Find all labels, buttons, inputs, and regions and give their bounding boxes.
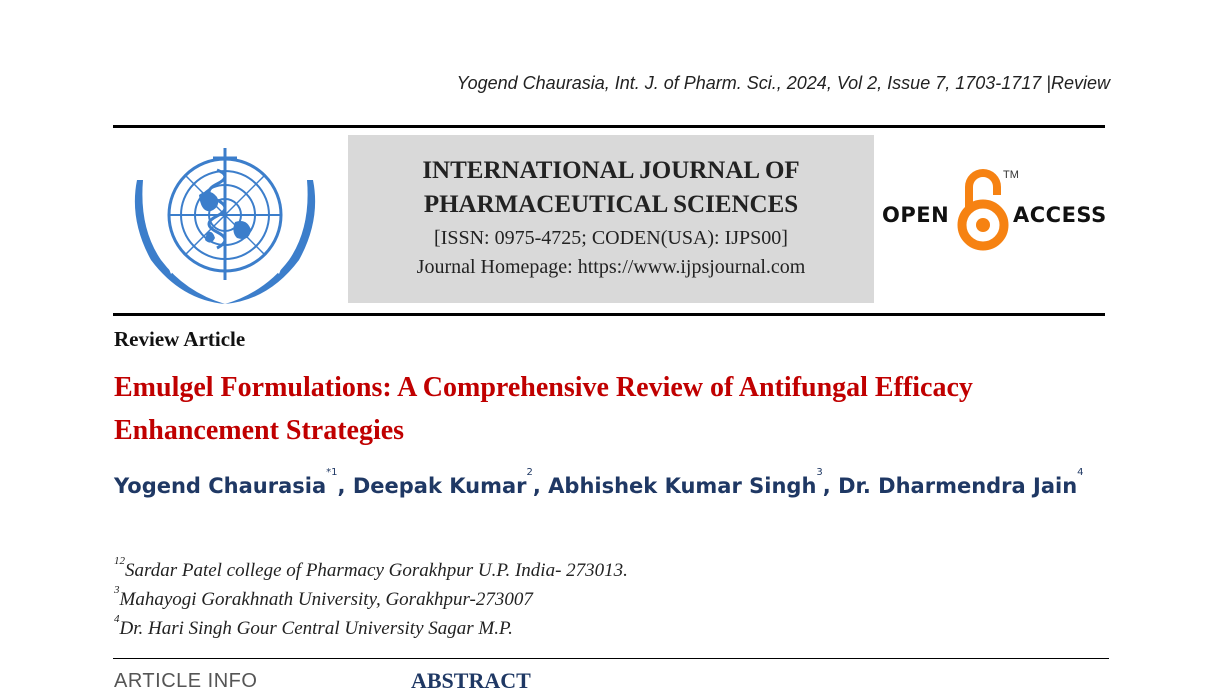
running-header: Yogend Chaurasia, Int. J. of Pharm. Sci., 2024, Vol 2, Issue 7, 1703-1717 |Review [456, 73, 1110, 93]
trademark-mark: TM [1003, 169, 1019, 181]
affiliation-item [114, 585, 1014, 614]
author-separator: , [822, 474, 839, 498]
affiliation-item [114, 614, 1014, 643]
affiliation-text: Dr. Hari Singh Gour Central University Sagar M.P. [119, 618, 513, 639]
header-bottom-rule [113, 313, 1105, 316]
article-type: Review Article [114, 327, 246, 351]
open-access-access-word: ACCESS [1013, 203, 1107, 227]
article-info-heading: ARTICLE INFO [114, 670, 258, 692]
author-mark: 4 [1077, 467, 1084, 478]
open-access-logo [880, 165, 1110, 255]
author-mark: 2 [526, 467, 533, 478]
author-mark: 3 [816, 467, 823, 478]
author-separator: , [337, 474, 353, 498]
author-list [114, 467, 1114, 502]
open-access-open-word: OPEN [882, 203, 950, 227]
journal-issn: [ISSN: 0975-4725; CODEN(USA): IJPS00] [434, 227, 788, 249]
affiliation-item [114, 556, 1014, 585]
author-separator: , [532, 474, 549, 498]
journal-homepage[interactable]: Journal Homepage: https://www.ijpsjournal.com [416, 256, 806, 278]
journal-emblem-icon [127, 140, 323, 306]
affiliation-list [114, 556, 1014, 643]
affiliation-text: Sardar Patel college of Pharmacy Gorakhpur U.P. India- 273013. [125, 560, 628, 581]
affiliation-mark: 4 [114, 613, 120, 625]
author-name: Dr. Dharmendra Jain [838, 474, 1078, 498]
author-name: Deepak Kumar [352, 474, 527, 498]
author-mark: *1 [326, 467, 338, 478]
author-name: Abhishek Kumar Singh [548, 474, 817, 498]
abstract-heading: ABSTRACT [411, 668, 531, 693]
journal-name-line-1: INTERNATIONAL JOURNAL OF [422, 157, 800, 184]
journal-name [348, 154, 874, 222]
journal-title-box [348, 135, 874, 303]
header-top-rule [113, 125, 1105, 128]
affiliation-text: Mahayogi Gorakhnath University, Gorakhpur-273007 [119, 589, 533, 610]
affiliation-mark: 12 [114, 555, 125, 567]
author-name: Yogend Chaurasia [114, 474, 327, 498]
journal-name-line-2: PHARMACEUTICAL SCIENCES [423, 191, 799, 218]
article-title: Emulgel Formulations: A Comprehensive Review of Antifungal Efficacy Enhancement Strategies [114, 372, 973, 446]
affiliation-mark: 3 [114, 584, 120, 596]
article-info-rule [113, 658, 1109, 659]
